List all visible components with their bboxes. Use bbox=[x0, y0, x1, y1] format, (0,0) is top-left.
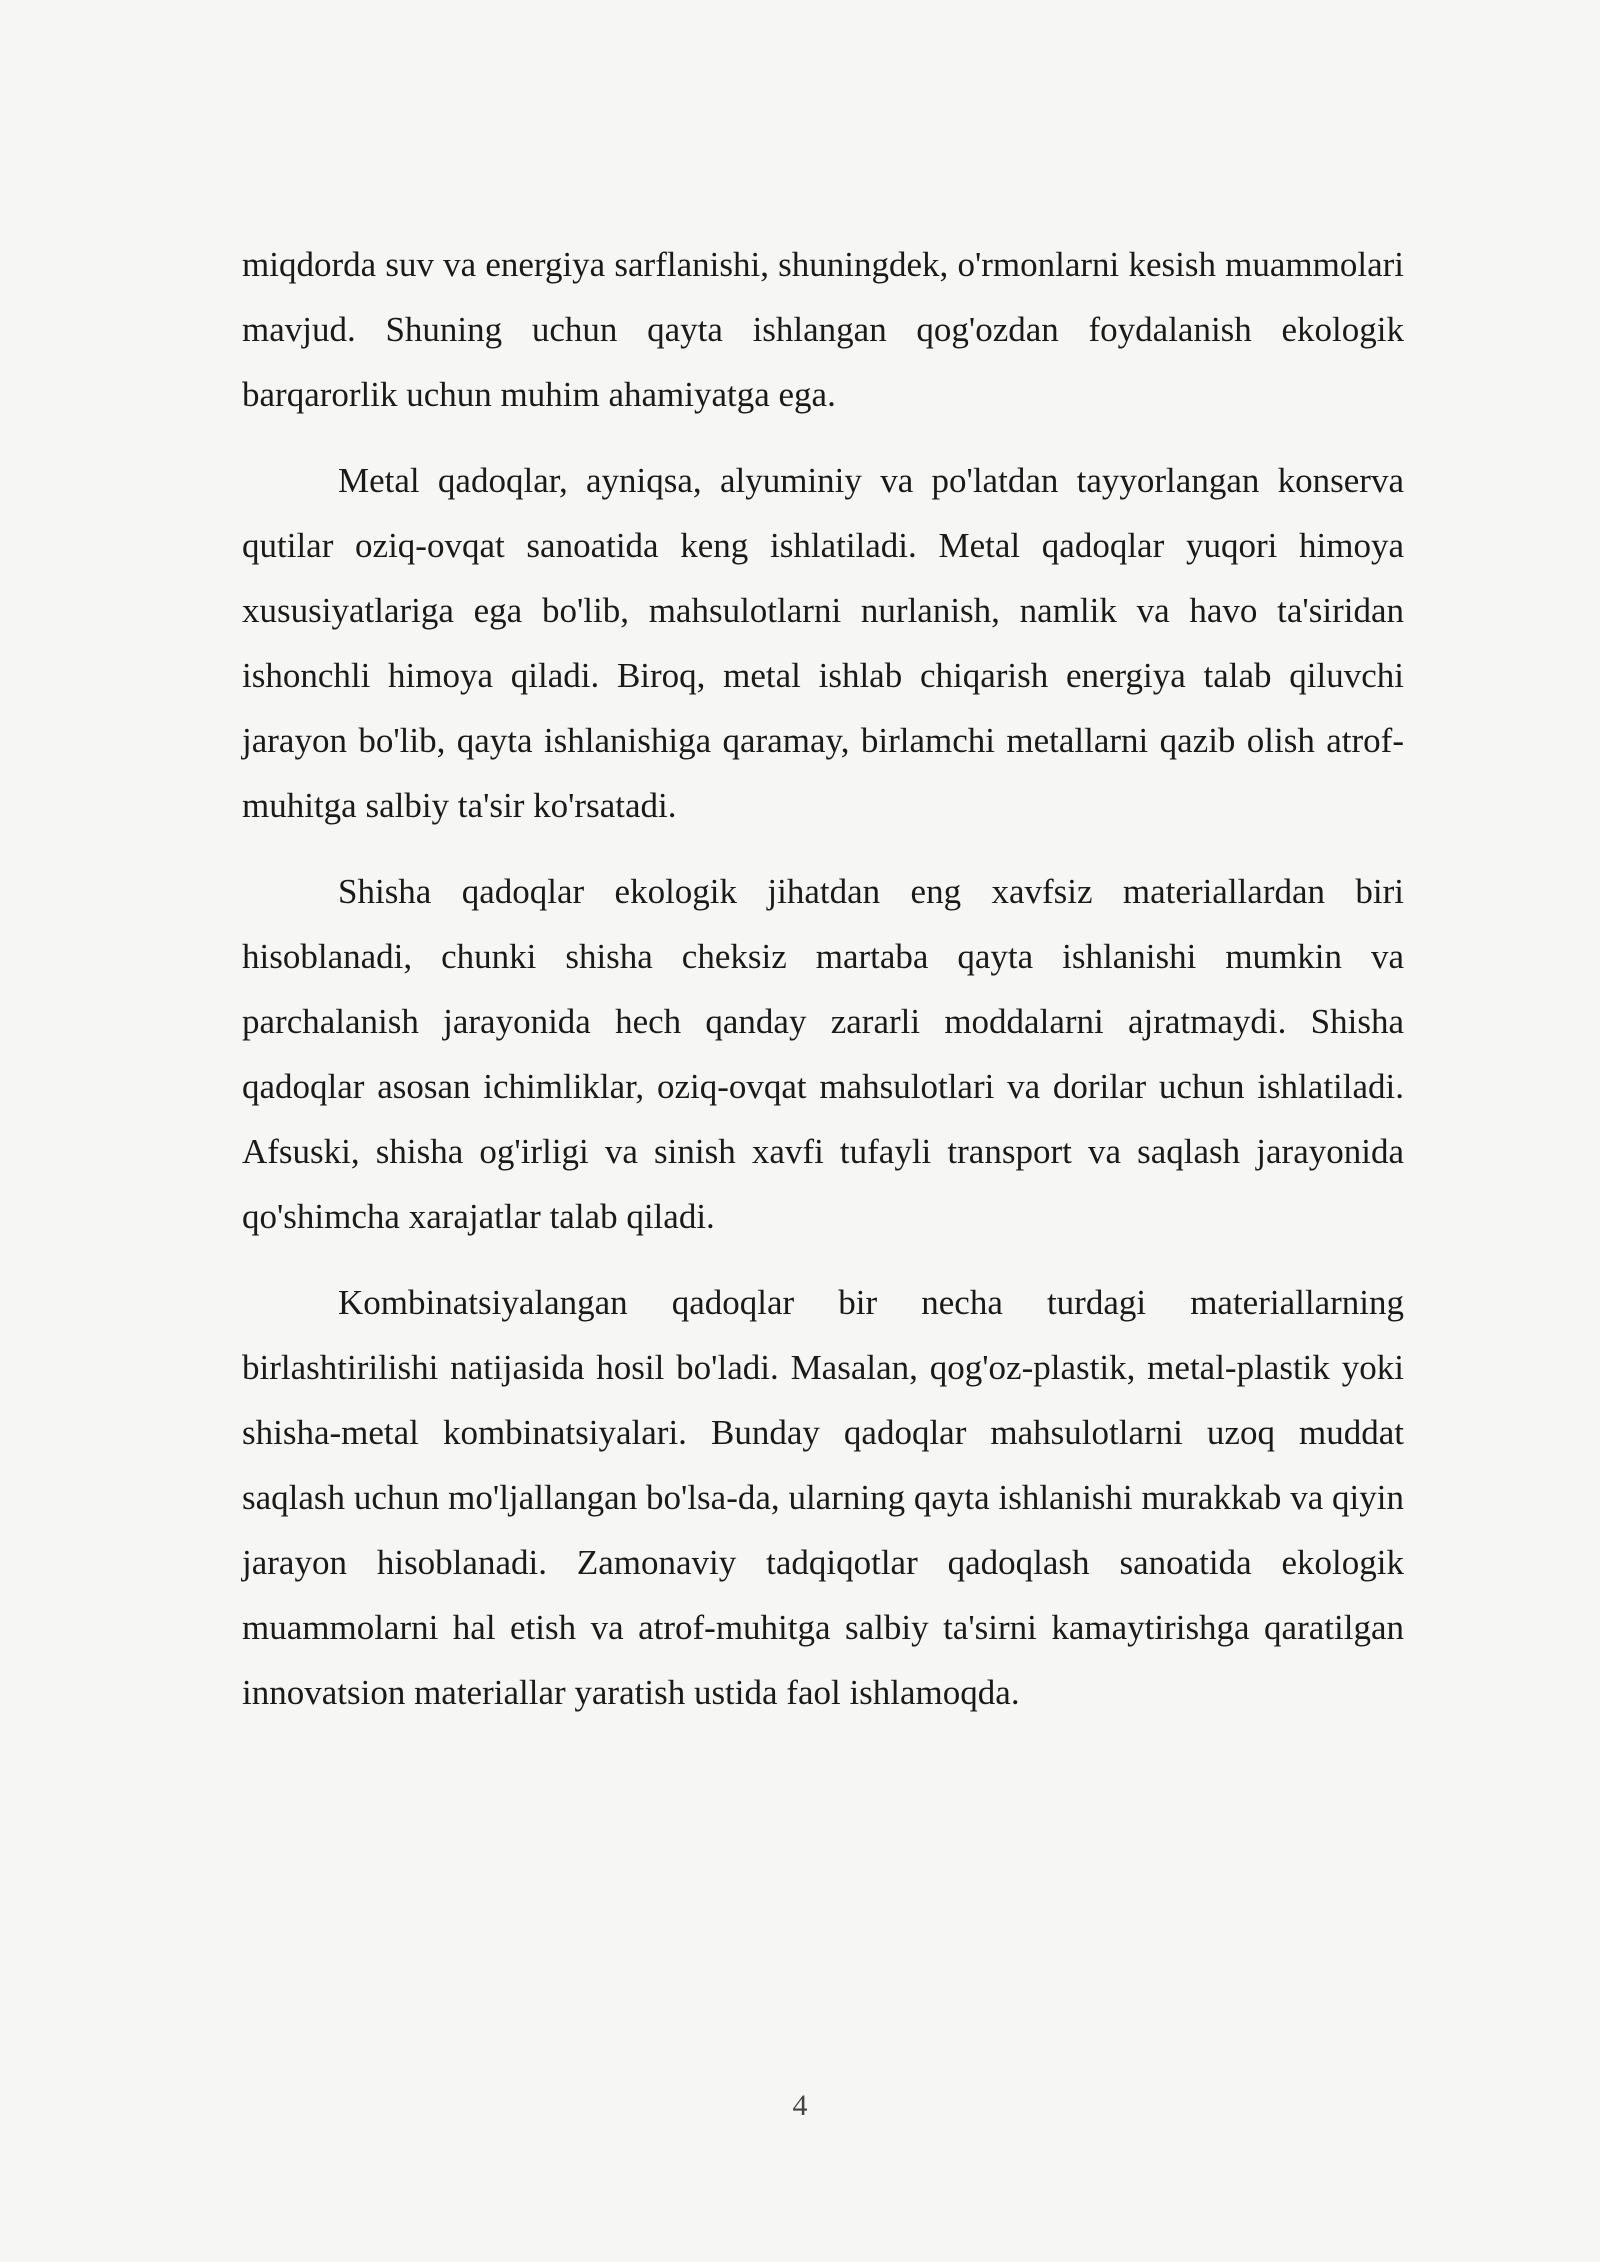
paragraph-metal-packaging: Metal qadoqlar, ayniqsa, alyuminiy va po'latdan tayyorlangan konserva qutilar oziq-ovqat sanoatida keng ishlatiladi. Metal qadoqlar yuqori himoya xususiyatlariga ega bo'lib, mahsulotlarni nurlanish, namlik va havo ta'siridan ishonchli himoya qiladi. Biroq, metal ishlab chiqarish energiya talab qiluvchi jarayon bo'lib, qayta ishlanishiga qaramay, birlamchi metallarni qazib olish atrof-muhitga salbiy ta'sir ko'rsatadi. bbox=[242, 461, 1404, 825]
paragraph-glass-packaging: Shisha qadoqlar ekologik jihatdan eng xavfsiz materiallardan biri hisoblanadi, chunki shisha cheksiz martaba qayta ishlanishi mumkin va parchalanish jarayonida hech qanday zararli moddalarni ajratmaydi. Shisha qadoqlar asosan ichimliklar, oziq-ovqat mahsulotlari va dorilar uchun ishlatiladi. Afsuski, shisha og'irligi va sinish xavfi tufayli transport va saqlash jarayonida qo'shimcha xarajatlar talab qiladi. bbox=[242, 872, 1404, 1236]
paragraph-combined-packaging: Kombinatsiyalangan qadoqlar bir necha turdagi materiallarning birlashtirilishi natijasida hosil bo'ladi. Masalan, qog'oz-plastik, metal-plastik yoki shisha-metal kombinatsiyalari. Bunday qadoqlar mahsulotlarni uzoq muddat saqlash uchun mo'ljallangan bo'lsa-da, ularning qayta ishlanishi murakkab va qiyin jarayon hisoblanadi. Zamonaviy tadqiqotlar qadoqlash sanoatida ekologik muammolarni hal etish va atrof-muhitga salbiy ta'sirni kamaytirishga qaratilgan innovatsion materiallar yaratish ustida faol ishlamoqda. bbox=[242, 1283, 1404, 1712]
paragraph-continued: miqdorda suv va energiya sarflanishi, shuningdek, o'rmonlarni kesish muammolari mavjud. Shuning uchun qayta ishlangan qog'ozdan foydalanish ekologik barqarorlik uchun muhim ahamiyatga ega. bbox=[242, 245, 1404, 414]
page-number: 4 bbox=[792, 2089, 808, 2122]
document-body bbox=[242, 232, 1404, 1746]
